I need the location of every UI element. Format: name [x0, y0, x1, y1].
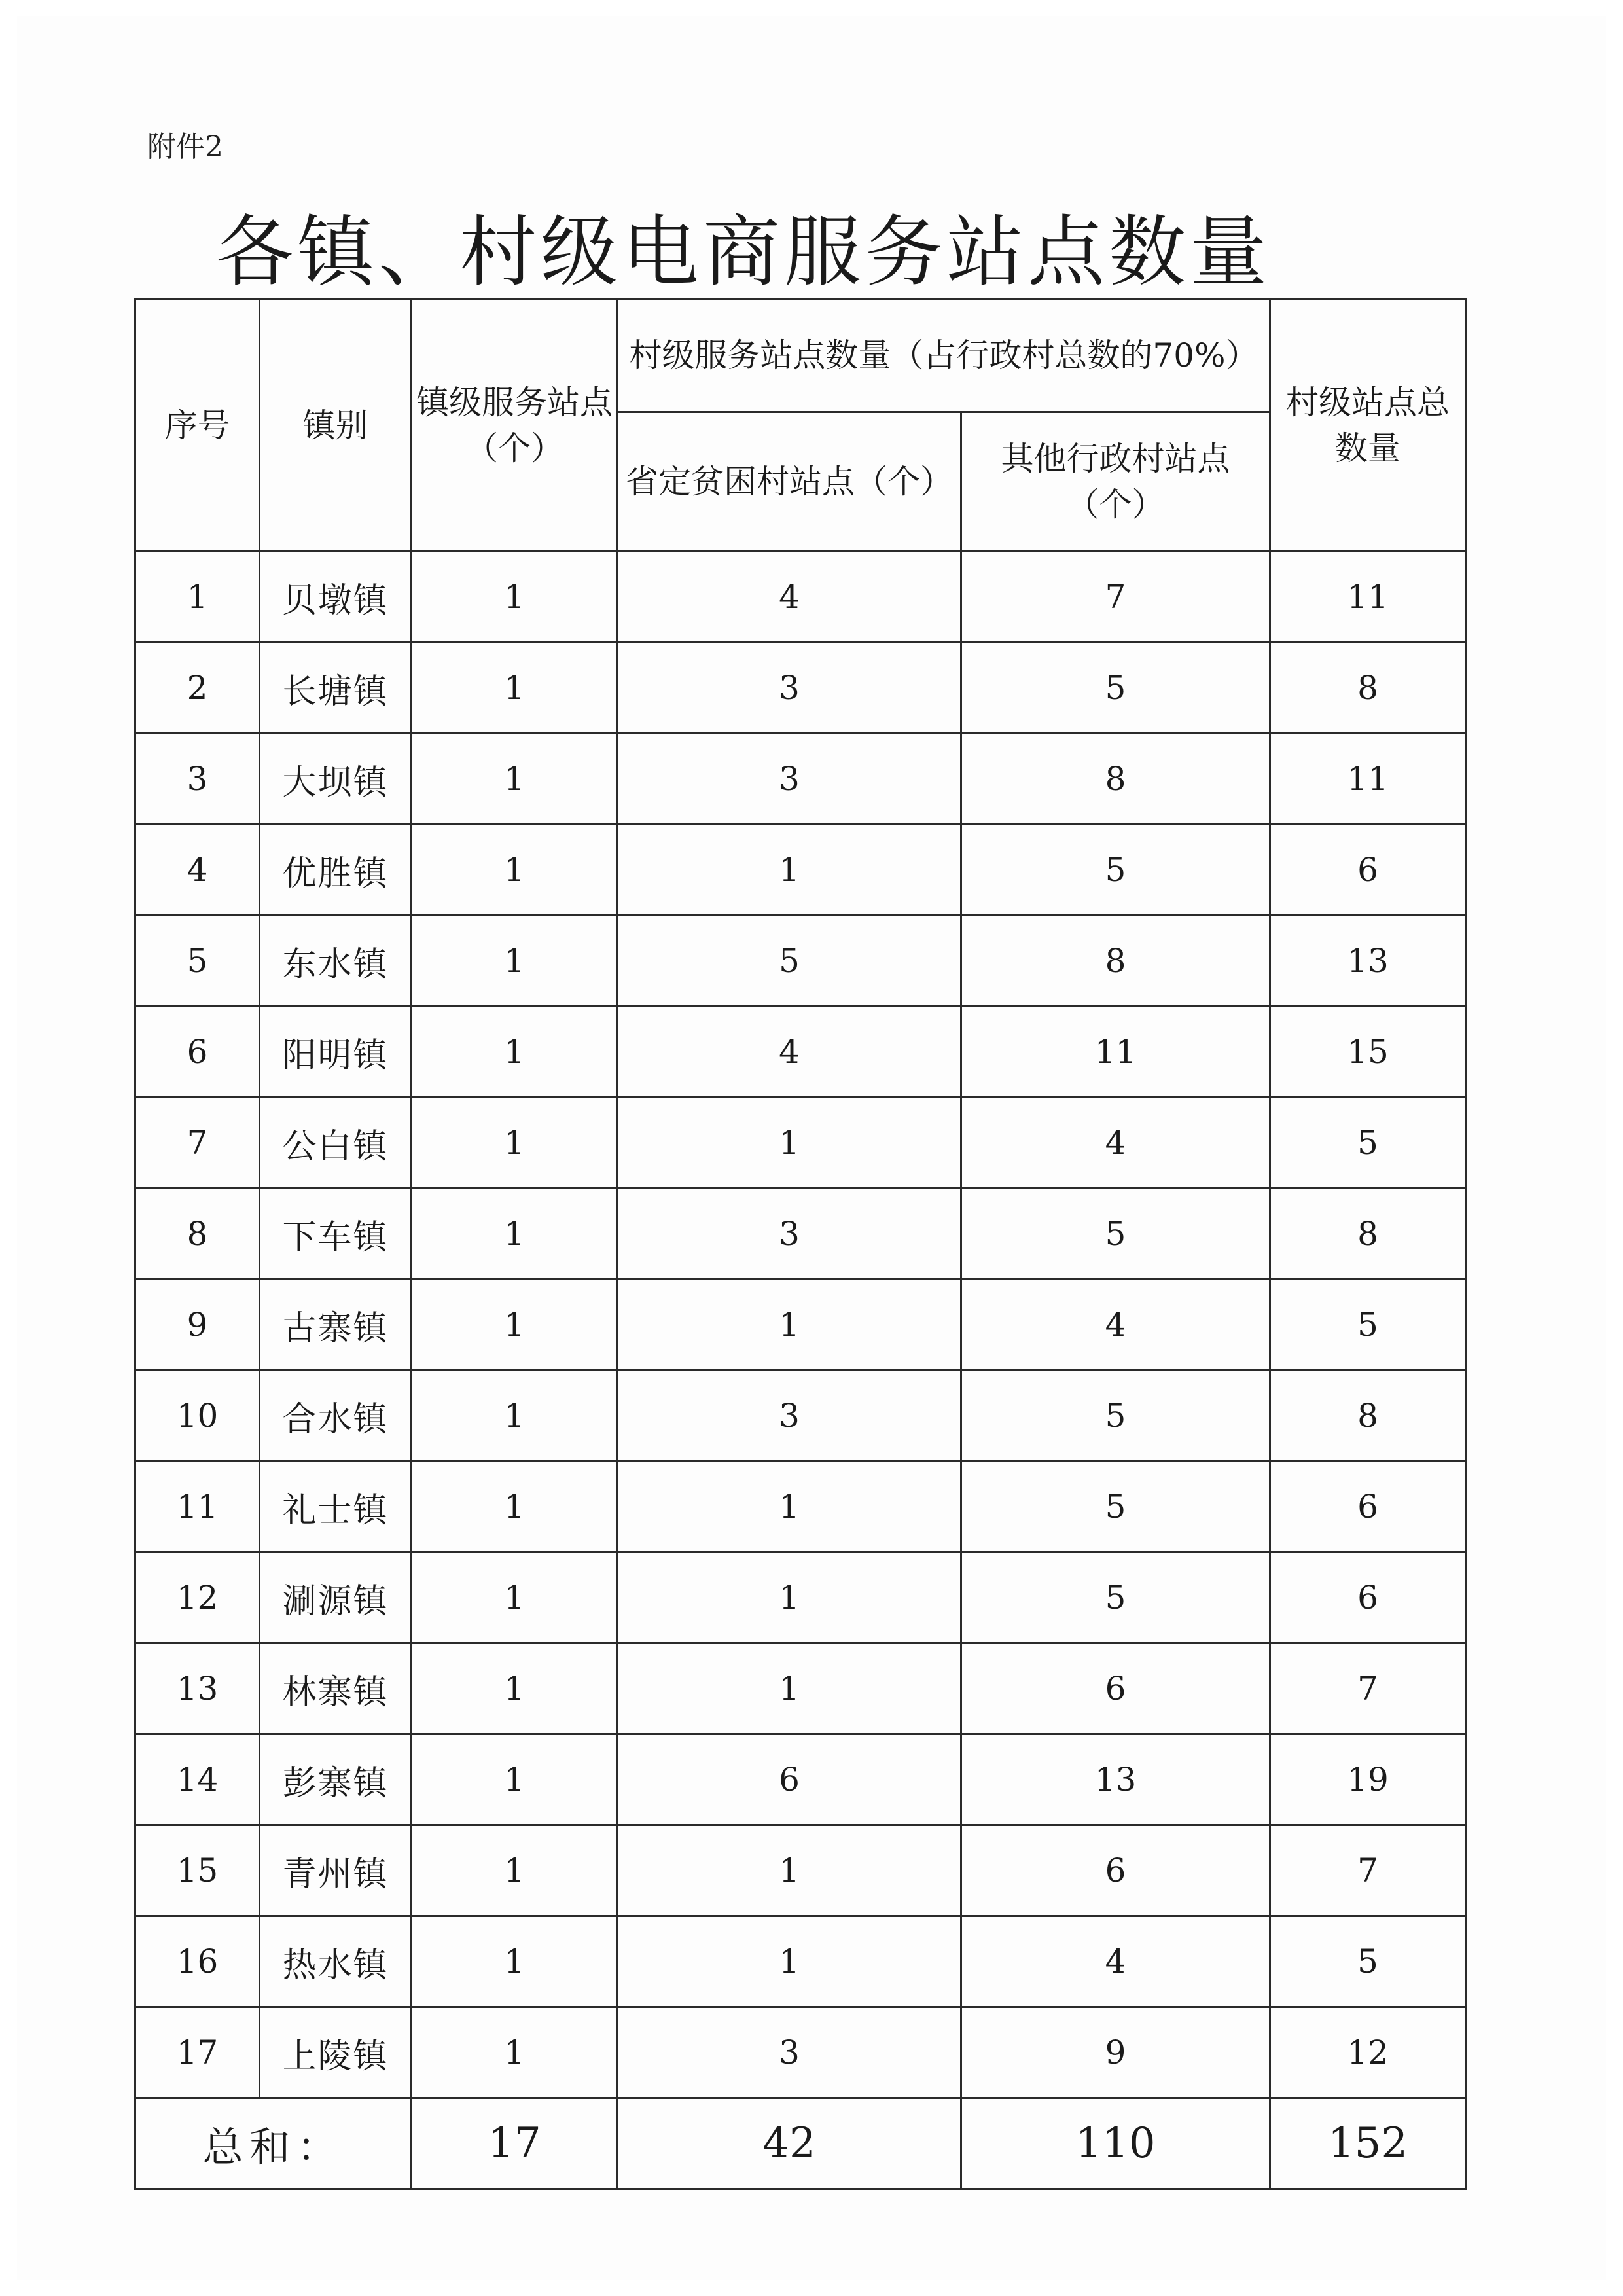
- cell-poor-village: 1: [618, 1643, 961, 1734]
- cell-poor-village: 4: [618, 1007, 961, 1098]
- cell-seq: 12: [135, 1552, 260, 1643]
- cell-village-total: 5: [1270, 1916, 1466, 2007]
- cell-town-station: 1: [412, 552, 618, 643]
- cell-town: 古寨镇: [260, 1280, 412, 1371]
- cell-poor-village: 1: [618, 1462, 961, 1552]
- table-row: [135, 1643, 1466, 1734]
- table-row: [135, 1825, 1466, 1916]
- cell-other-village: 11: [961, 1007, 1270, 1098]
- cell-seq: 16: [135, 1916, 260, 2007]
- cell-seq: 9: [135, 1280, 260, 1371]
- header-town-station: 镇级服务站点（个）: [412, 299, 618, 552]
- cell-village-total: 8: [1270, 1189, 1466, 1280]
- totals-label: 总和：: [135, 2098, 412, 2189]
- cell-seq: 17: [135, 2007, 260, 2098]
- cell-village-total: 11: [1270, 552, 1466, 643]
- cell-seq: 11: [135, 1462, 260, 1552]
- cell-seq: 15: [135, 1825, 260, 1916]
- cell-town-station: 1: [412, 2007, 618, 2098]
- header-town: 镇别: [260, 299, 412, 552]
- attachment-label: 附件2: [147, 130, 223, 164]
- cell-other-village: 5: [961, 1189, 1270, 1280]
- table-row: [135, 1189, 1466, 1280]
- cell-town-station: 1: [412, 1643, 618, 1734]
- cell-poor-village: 1: [618, 1098, 961, 1189]
- cell-poor-village: 3: [618, 643, 961, 734]
- cell-other-village: 5: [961, 643, 1270, 734]
- cell-poor-village: 3: [618, 734, 961, 825]
- cell-town-station: 1: [412, 734, 618, 825]
- header-poor-village: 省定贫困村站点（个）: [618, 412, 961, 552]
- cell-other-village: 5: [961, 1371, 1270, 1462]
- cell-town-station: 1: [412, 1916, 618, 2007]
- table-row: [135, 1098, 1466, 1189]
- totals-other: 110: [961, 2098, 1270, 2189]
- cell-town: 下车镇: [260, 1189, 412, 1280]
- cell-town: 林寨镇: [260, 1643, 412, 1734]
- cell-poor-village: 3: [618, 1371, 961, 1462]
- cell-poor-village: 3: [618, 1189, 961, 1280]
- cell-town-station: 1: [412, 1189, 618, 1280]
- cell-seq: 5: [135, 916, 260, 1007]
- cell-town: 热水镇: [260, 1916, 412, 2007]
- cell-seq: 7: [135, 1098, 260, 1189]
- cell-seq: 14: [135, 1734, 260, 1825]
- cell-town: 彭寨镇: [260, 1734, 412, 1825]
- cell-poor-village: 5: [618, 916, 961, 1007]
- cell-village-total: 13: [1270, 916, 1466, 1007]
- cell-village-total: 6: [1270, 1462, 1466, 1552]
- cell-town: 长塘镇: [260, 643, 412, 734]
- cell-other-village: 8: [961, 734, 1270, 825]
- table-row: [135, 2007, 1466, 2098]
- cell-town-station: 1: [412, 916, 618, 1007]
- cell-other-village: 8: [961, 916, 1270, 1007]
- cell-town: 合水镇: [260, 1371, 412, 1462]
- cell-poor-village: 1: [618, 1825, 961, 1916]
- header-seq: 序号: [135, 299, 260, 552]
- totals-row: [135, 2098, 1466, 2189]
- cell-village-total: 19: [1270, 1734, 1466, 1825]
- cell-poor-village: 1: [618, 825, 961, 916]
- cell-other-village: 13: [961, 1734, 1270, 1825]
- cell-town: 大坝镇: [260, 734, 412, 825]
- cell-town: 青州镇: [260, 1825, 412, 1916]
- header-village-group: 村级服务站点数量（占行政村总数的70%）: [618, 299, 1270, 412]
- table-row: [135, 734, 1466, 825]
- cell-town: 礼士镇: [260, 1462, 412, 1552]
- table-row: [135, 1734, 1466, 1825]
- cell-village-total: 6: [1270, 1552, 1466, 1643]
- cell-poor-village: 3: [618, 2007, 961, 2098]
- cell-town-station: 1: [412, 1825, 618, 1916]
- totals-poor: 42: [618, 2098, 961, 2189]
- cell-town: 优胜镇: [260, 825, 412, 916]
- totals-total: 152: [1270, 2098, 1466, 2189]
- cell-other-village: 6: [961, 1825, 1270, 1916]
- table-row: [135, 1371, 1466, 1462]
- cell-town: 阳明镇: [260, 1007, 412, 1098]
- cell-other-village: 9: [961, 2007, 1270, 2098]
- cell-poor-village: 6: [618, 1734, 961, 1825]
- table-row: [135, 1462, 1466, 1552]
- cell-town: 上陵镇: [260, 2007, 412, 2098]
- cell-other-village: 7: [961, 552, 1270, 643]
- cell-other-village: 6: [961, 1643, 1270, 1734]
- cell-seq: 6: [135, 1007, 260, 1098]
- table-row: [135, 1916, 1466, 2007]
- cell-poor-village: 1: [618, 1280, 961, 1371]
- cell-village-total: 12: [1270, 2007, 1466, 2098]
- cell-other-village: 4: [961, 1280, 1270, 1371]
- cell-town-station: 1: [412, 1371, 618, 1462]
- cell-seq: 10: [135, 1371, 260, 1462]
- cell-town-station: 1: [412, 1007, 618, 1098]
- cell-town: 涮源镇: [260, 1552, 412, 1643]
- cell-village-total: 11: [1270, 734, 1466, 825]
- cell-seq: 13: [135, 1643, 260, 1734]
- table-row: [135, 825, 1466, 916]
- cell-town-station: 1: [412, 1552, 618, 1643]
- cell-other-village: 5: [961, 825, 1270, 916]
- table-row: [135, 643, 1466, 734]
- cell-town-station: 1: [412, 1280, 618, 1371]
- cell-other-village: 4: [961, 1916, 1270, 2007]
- cell-village-total: 15: [1270, 1007, 1466, 1098]
- table-row: [135, 552, 1466, 643]
- cell-town-station: 1: [412, 643, 618, 734]
- cell-seq: 2: [135, 643, 260, 734]
- cell-village-total: 8: [1270, 1371, 1466, 1462]
- cell-town-station: 1: [412, 1098, 618, 1189]
- cell-village-total: 5: [1270, 1280, 1466, 1371]
- cell-seq: 4: [135, 825, 260, 916]
- totals-town-station: 17: [412, 2098, 618, 2189]
- cell-town-station: 1: [412, 1734, 618, 1825]
- cell-other-village: 5: [961, 1462, 1270, 1552]
- cell-village-total: 8: [1270, 643, 1466, 734]
- cell-seq: 3: [135, 734, 260, 825]
- header-village-total: 村级站点总数量: [1270, 299, 1466, 552]
- cell-town-station: 1: [412, 825, 618, 916]
- cell-village-total: 7: [1270, 1643, 1466, 1734]
- table-row: [135, 1552, 1466, 1643]
- cell-poor-village: 4: [618, 552, 961, 643]
- table-body: [135, 552, 1466, 2098]
- cell-village-total: 7: [1270, 1825, 1466, 1916]
- table-row: [135, 1007, 1466, 1098]
- cell-town: 东水镇: [260, 916, 412, 1007]
- cell-other-village: 4: [961, 1098, 1270, 1189]
- table-row: [135, 1280, 1466, 1371]
- cell-town: 贝墩镇: [260, 552, 412, 643]
- cell-other-village: 5: [961, 1552, 1270, 1643]
- cell-seq: 8: [135, 1189, 260, 1280]
- cell-village-total: 5: [1270, 1098, 1466, 1189]
- cell-town: 公白镇: [260, 1098, 412, 1189]
- cell-seq: 1: [135, 552, 260, 643]
- cell-poor-village: 1: [618, 1916, 961, 2007]
- cell-poor-village: 1: [618, 1552, 961, 1643]
- table-row: [135, 916, 1466, 1007]
- header-other-village: 其他行政村站点（个）: [961, 412, 1270, 552]
- cell-town-station: 1: [412, 1462, 618, 1552]
- page-title: 各镇、村级电商服务站点数量: [216, 207, 1272, 297]
- cell-village-total: 6: [1270, 825, 1466, 916]
- station-count-table: [134, 298, 1467, 2190]
